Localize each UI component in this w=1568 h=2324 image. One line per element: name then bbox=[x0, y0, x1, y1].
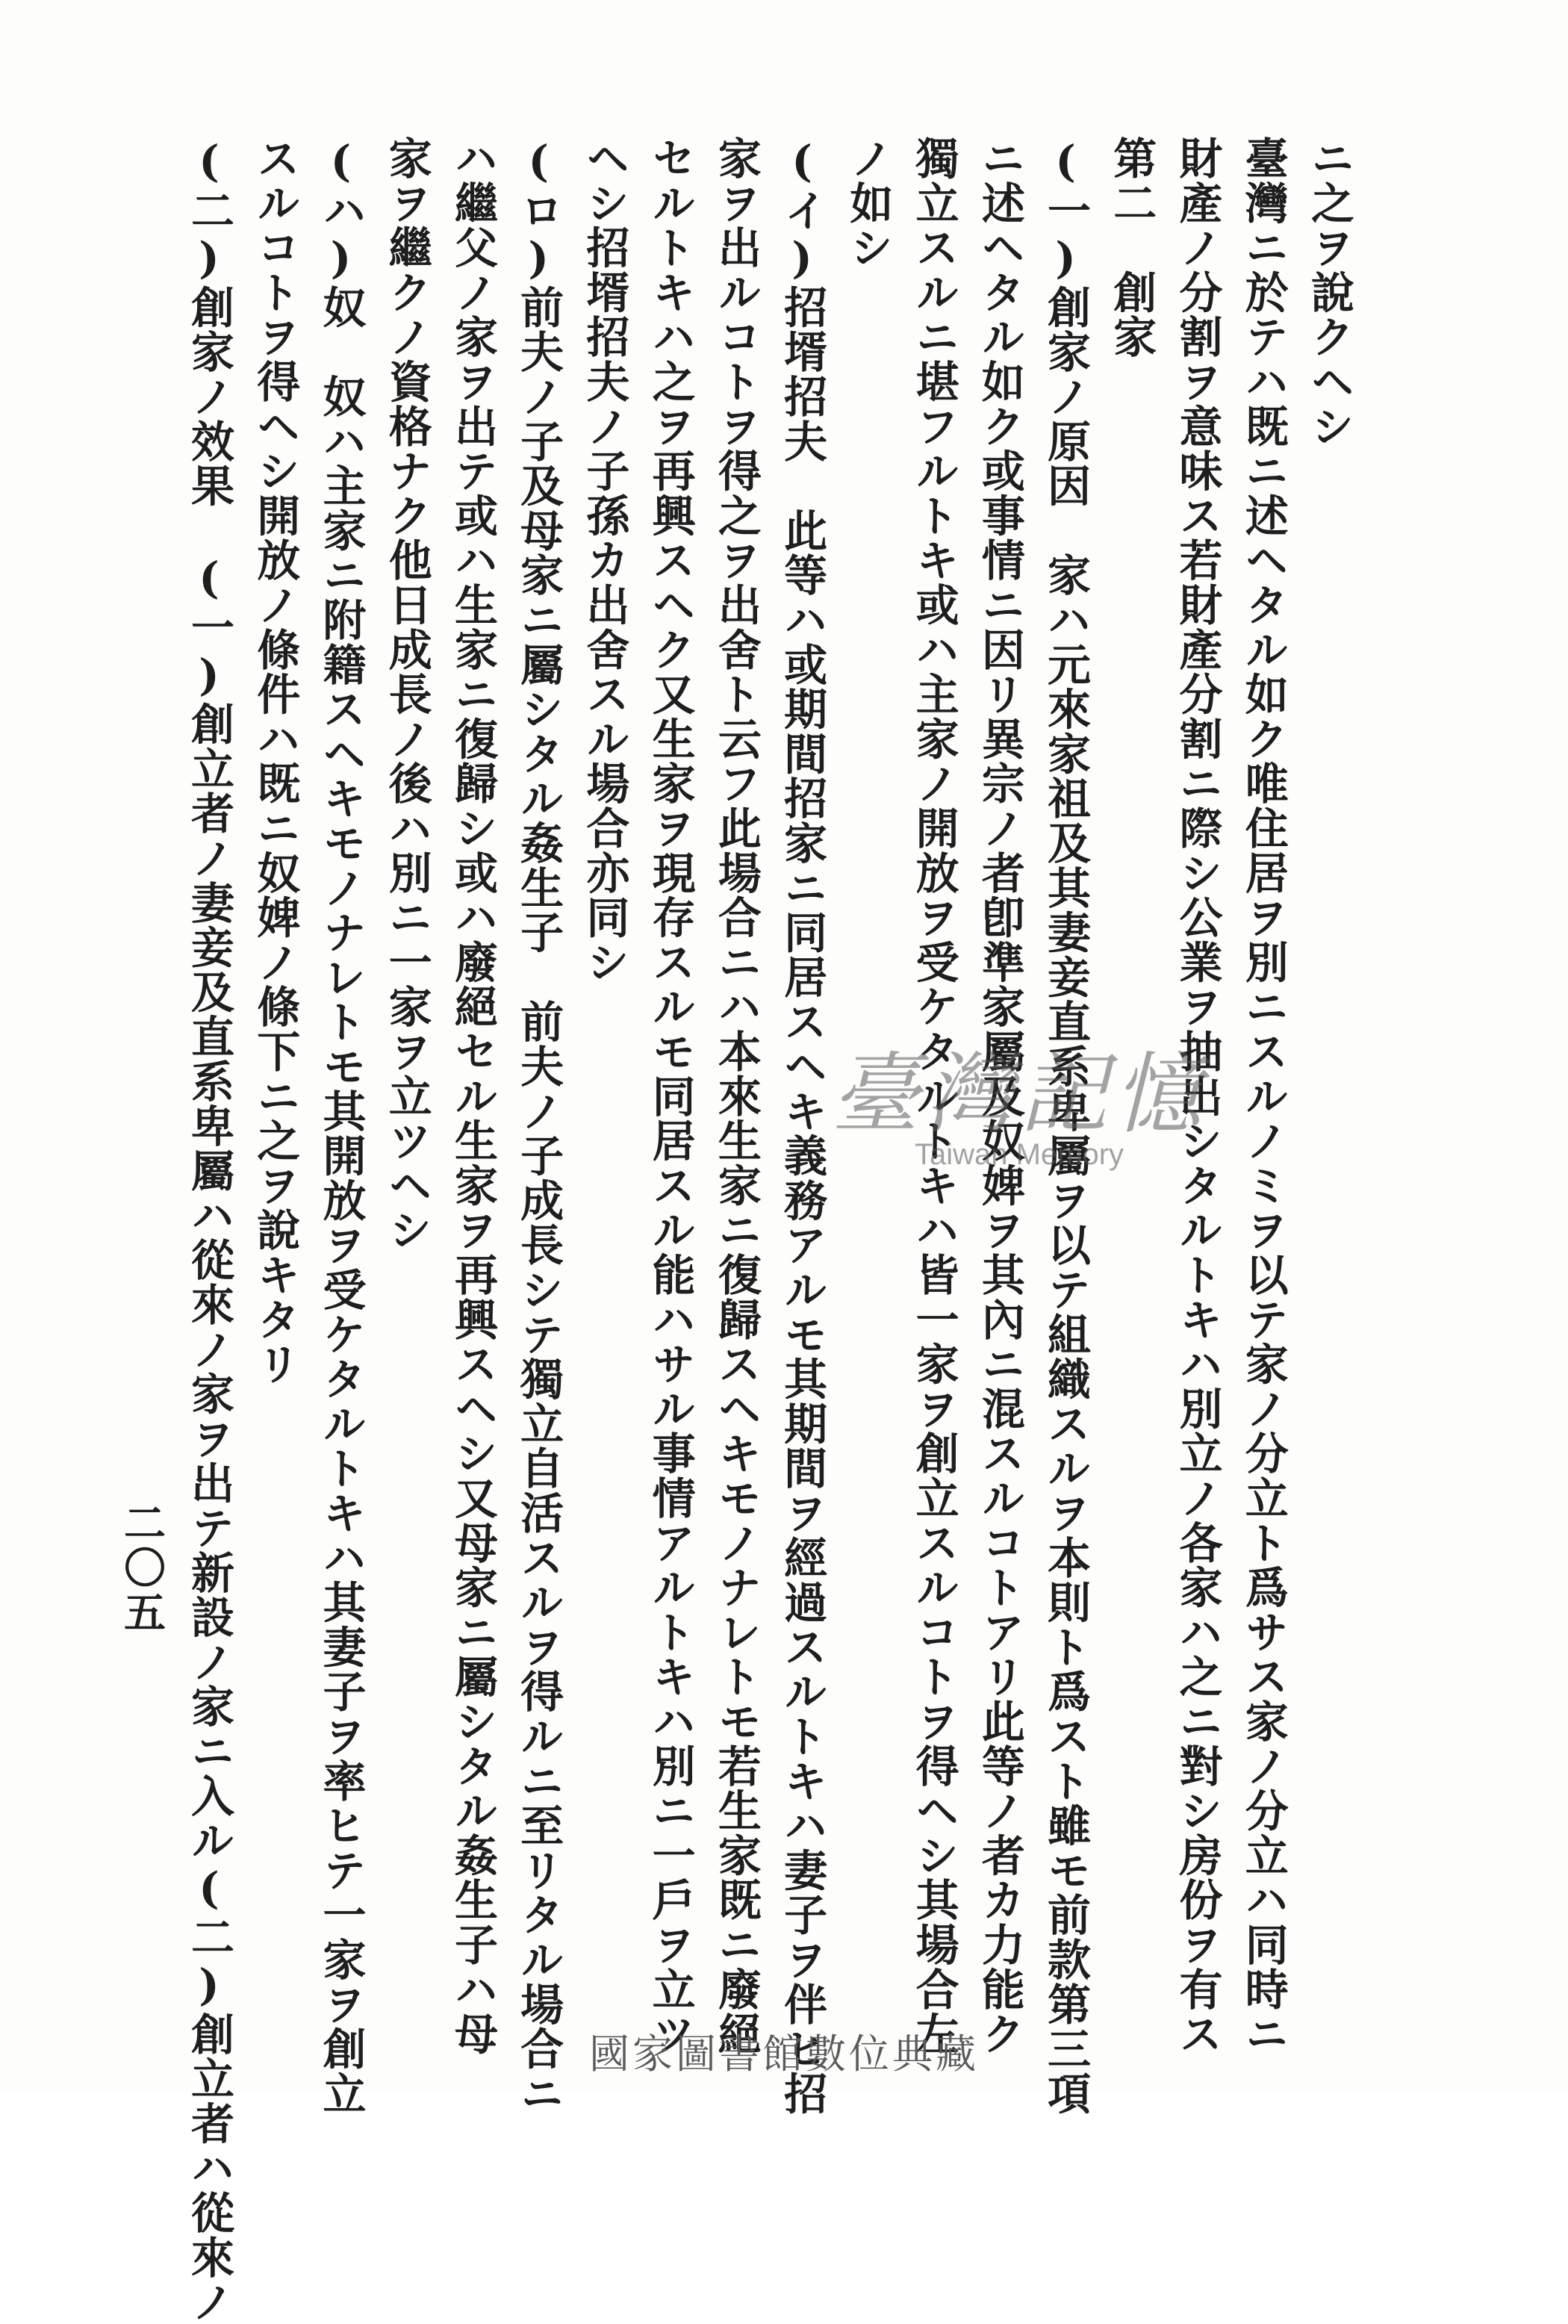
text-column-18: (二)創家ノ效果 (一)創立者ノ妻妾及直系卑屬ハ從來ノ家ヲ出テ新設ノ家ニ入ル(二)創立者ハ從來ノ bbox=[184, 136, 234, 2324]
text-column-15: 家ヲ繼クノ資格ナク他日成長ノ後ハ別ニ一家ヲ立ツヘシ bbox=[381, 136, 432, 1252]
section-heading-second-create-family: 第二 創家 bbox=[1106, 136, 1157, 359]
text-column-10: 家ヲ出ルコトヲ得之ヲ出舍ト云フ此場合ニハ本來生家ニ復歸スヘキモノナレトモ若生家既ニ廢絕 bbox=[710, 136, 762, 2057]
text-column-17: スルコトヲ得ヘシ開放ノ條件ハ既ニ奴婢ノ條下ニ之ヲ說キタリ bbox=[249, 136, 301, 1387]
text-column-6: ニ述ヘタル如ク或事情ニ因リ異宗ノ者卽準家屬及奴婢ヲ其內ニ混スルコトアリ此等ノ者カ力能ク bbox=[974, 136, 1025, 2057]
text-column-9: (イ)招壻招夫 此等ハ或期間招家ニ同居スヘキ義務アルモ其期間ヲ經過スルトキハ妻子ヲ伴ヒ招 bbox=[777, 136, 828, 2116]
text-column-7: 獨立スルニ堪フルトキ或ハ主家ノ開放ヲ受ケタルトキハ皆一家ヲ創立スルコトヲ得ヘシ其場合左 bbox=[908, 136, 959, 2057]
watermark-title: 臺灣記憶 bbox=[830, 1043, 1207, 1146]
text-column-8: ノ如シ bbox=[842, 136, 894, 270]
text-column-13: (ロ)前夫ノ子及母家ニ屬シタル姦生子 前夫ノ子成長シテ獨立自活スルヲ得ルニ至リタル場合ニ bbox=[513, 136, 564, 2116]
text-column-14: ハ繼父ノ家ヲ出テ或ハ生家ニ復歸シ或ハ廢絕セル生家ヲ再興スヘシ又母家ニ屬シタル姦生子ハ母 bbox=[447, 136, 498, 2057]
page-number: 二〇五 bbox=[117, 1501, 167, 1635]
footer-collection-label: 國家圖書館數位典藏 bbox=[589, 2031, 979, 2078]
watermark-subtitle: Taiwan Memory bbox=[914, 1138, 1124, 1171]
text-column-12: ヘシ招壻招夫ノ子孫カ出舍スル場合亦同シ bbox=[579, 136, 630, 985]
text-column-5: (一)創家ノ原因 家ハ元來家祖及其妻妾直系卑屬ヲ以テ組織スルヲ本則ト爲スト雖モ前款第三項 bbox=[1040, 136, 1092, 2116]
text-column-2: 臺灣ニ於テハ既ニ述ヘタル如ク唯住居ヲ別ニスルノミヲ以テ家ノ分立ト爲サス家ノ分立ハ同時ニ bbox=[1237, 136, 1289, 2057]
text-column-11: セルトキハ之ヲ再興スヘク又生家ヲ現存スルモ同居スル能ハサル事情アルトキハ別ニ一戶ヲ立ツ bbox=[644, 136, 696, 2057]
text-column-1: ニ之ヲ說クヘシ bbox=[1304, 136, 1354, 449]
text-column-16: (ハ)奴 奴ハ主家ニ附籍スヘキモノナレトモ其開放ヲ受ケタルトキハ其妻子ヲ率ヒテ一家ヲ創立 bbox=[315, 136, 367, 2116]
text-column-3: 財產ノ分割ヲ意味ス若財產分割ニ際シ公業ヲ抽出シタルトキハ別立ノ各家ハ之ニ對シ房份ヲ有ス bbox=[1172, 136, 1223, 2057]
